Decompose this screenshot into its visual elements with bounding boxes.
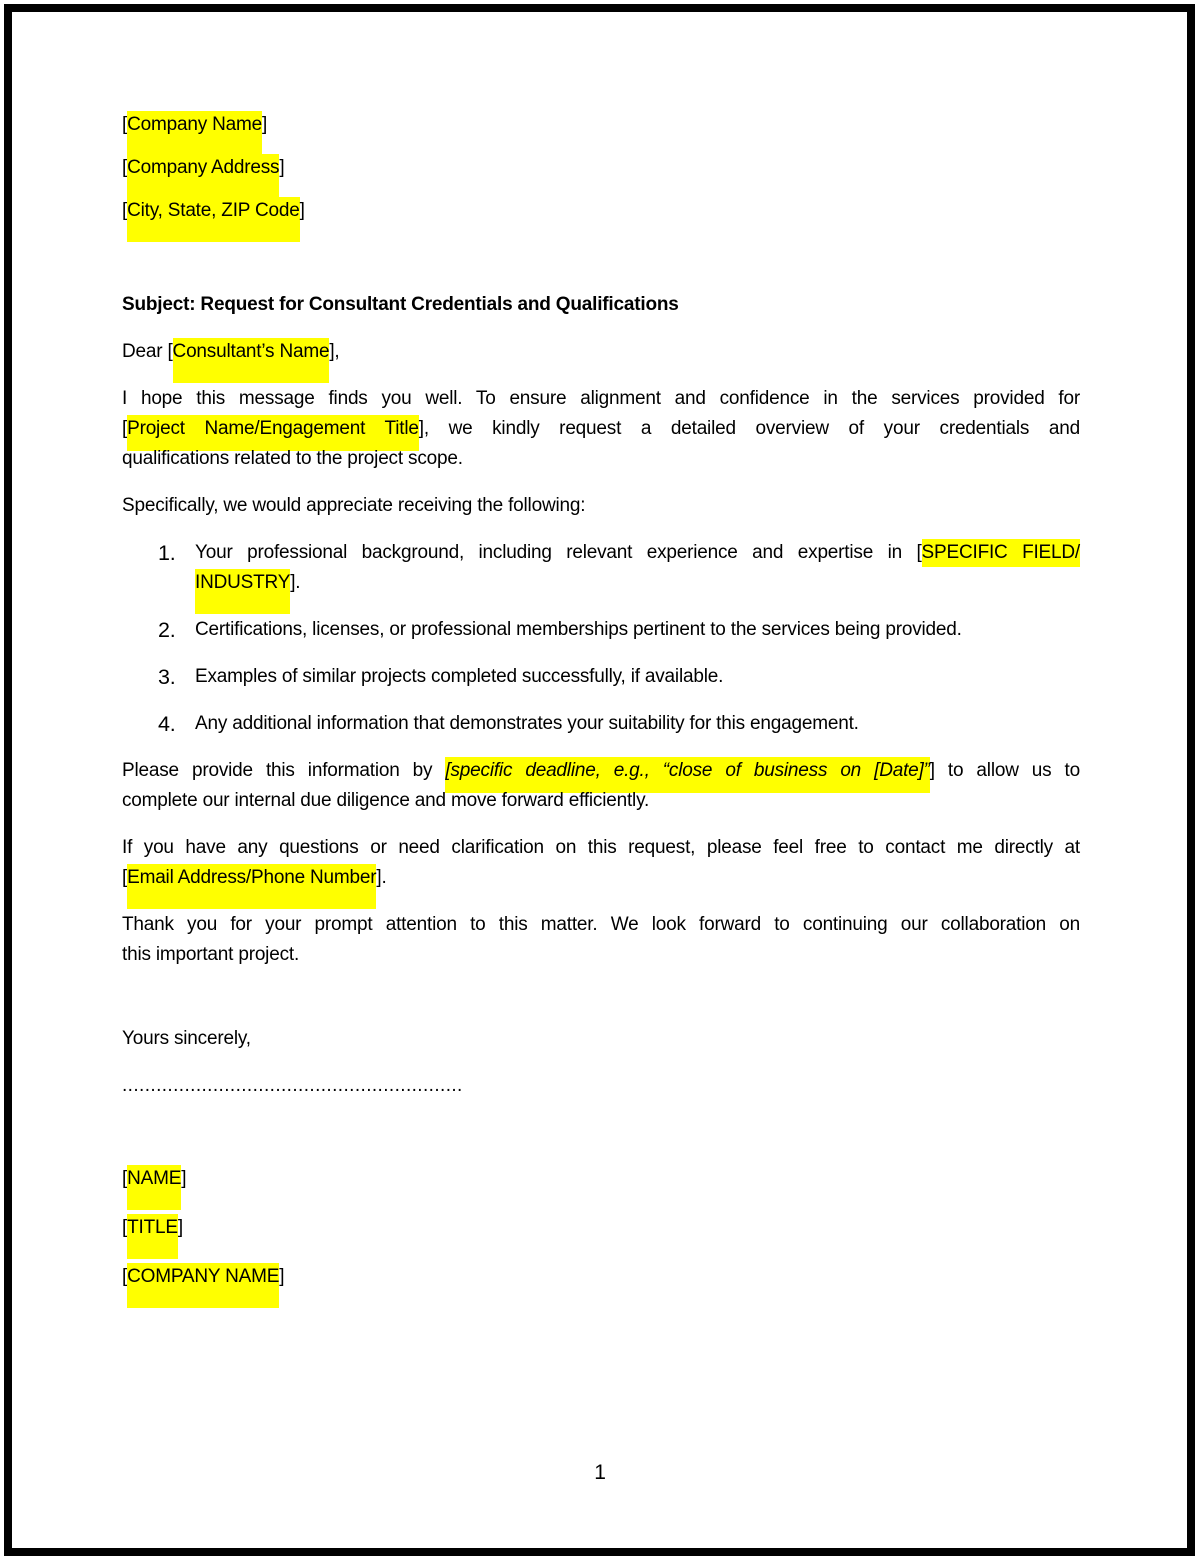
signature-dotted-line: ............................................................: [122, 1075, 463, 1096]
list-number: 3.: [158, 665, 176, 689]
text-segment: complete our internal due diligence and move forward efficiently.: [122, 790, 650, 811]
list-item-1: [122, 538, 1080, 598]
paragraph-intro-line-1: [122, 384, 1080, 414]
list-item-content: [195, 538, 1080, 598]
city-state-zip-line: [122, 196, 1080, 226]
paragraph-deadline-line-2: [122, 786, 1080, 816]
bracket-open: [: [122, 200, 128, 221]
bracket-close: ]: [299, 200, 305, 221]
bracket-open: [: [122, 418, 128, 439]
bracket-open: [: [122, 1217, 128, 1238]
text-segment: Examples of similar projects completed successfully, if available.: [195, 666, 724, 687]
list-number: 2.: [158, 618, 176, 642]
signature-title-line: [122, 1213, 1080, 1243]
signature-company-placeholder: COMPANY NAME: [127, 1263, 279, 1291]
paragraph-deadline-line-1: [122, 756, 1080, 786]
list-item-1-line-1: [195, 538, 1080, 568]
consultant-name-placeholder: Consultant’s Name: [173, 338, 330, 366]
list-item-2: [122, 615, 1080, 645]
industry-placeholder: INDUSTRY: [195, 569, 290, 597]
text-segment: Any additional information that demonstrates your suitability for this engagement.: [195, 713, 859, 734]
text-segment: this important project.: [122, 944, 300, 965]
text-segment: If you have any questions or need clarification on this request, please feel free to contact me directly at: [122, 837, 1080, 858]
bracket-open: [: [122, 114, 128, 135]
bracket-open: [: [122, 867, 128, 888]
paragraph-contact-line-1: [122, 833, 1080, 863]
list-number: 1.: [158, 541, 176, 565]
bracket-close: ]: [279, 157, 285, 178]
bracket-close: ]: [279, 1266, 285, 1287]
paragraph-specifically: Specifically, we would appreciate receiving the following:: [122, 495, 586, 516]
paragraph-thanks-line-2: [122, 940, 1080, 970]
closing-line: Yours sincerely,: [122, 1028, 251, 1049]
bracket-open: [: [122, 1266, 128, 1287]
paragraph-contact-line-2: [122, 863, 1080, 893]
text-segment: Certifications, licenses, or professional memberships pertinent to the services being provided.: [195, 619, 962, 640]
list-number: 4.: [158, 712, 176, 736]
list-item-content: [195, 709, 1080, 739]
list-item-1-line-2: [195, 568, 1080, 598]
bracket-close: ].: [290, 572, 301, 593]
page-number: 1: [594, 1461, 606, 1484]
salutation-text: Dear [: [122, 341, 173, 362]
city-state-zip-placeholder: City, State, ZIP Code: [127, 197, 300, 225]
signature-name-line: [122, 1164, 1080, 1194]
text-segment: ] to allow us to: [929, 760, 1080, 781]
specific-field-placeholder: SPECIFIC FIELD/: [922, 539, 1080, 567]
name-placeholder: NAME: [127, 1165, 181, 1193]
salutation-line: [122, 337, 1080, 367]
list-item-content: [195, 615, 1080, 645]
letter-body: [122, 110, 1080, 1311]
bracket-close: ]: [181, 1168, 187, 1189]
list-item-content: [195, 662, 1080, 692]
paragraph-intro-line-3: [122, 444, 1080, 474]
company-name-line: [122, 110, 1080, 140]
signature-company-line: [122, 1262, 1080, 1292]
text-segment: Thank you for your prompt attention to this matter. We look forward to continuing our collaboration on: [122, 914, 1080, 935]
bracket-close: ]: [261, 114, 268, 135]
bracket-close: ]: [177, 1217, 183, 1238]
paragraph-thanks-line-1: [122, 910, 1080, 940]
project-name-placeholder: Project Name/Engagement Title: [127, 415, 419, 443]
company-address-placeholder: Company Address: [127, 154, 279, 182]
company-address-line: [122, 153, 1080, 183]
deadline-placeholder: [specific deadline, e.g., “close of business on [Date]”: [445, 757, 929, 785]
text-segment: Your professional background, including relevant experience and expertise in [: [195, 542, 922, 563]
text-segment: ], we kindly request a detailed overview of your credentials and: [418, 418, 1080, 439]
list-item-4: [122, 709, 1080, 739]
bracket-close: ].: [376, 867, 387, 888]
bracket-close: ],: [329, 341, 340, 362]
email-phone-placeholder: Email Address/Phone Number: [127, 864, 376, 892]
bracket-open: [: [122, 157, 128, 178]
text-segment: I hope this message finds you well. To ensure alignment and confidence in the services provided for: [122, 388, 1080, 409]
company-name-placeholder: Company Name: [127, 111, 262, 139]
text-segment: qualifications related to the project scope.: [122, 448, 463, 469]
paragraph-intro-line-2: [122, 414, 1080, 444]
list-item-3: [122, 662, 1080, 692]
title-placeholder: TITLE: [127, 1214, 178, 1242]
bracket-open: [: [122, 1168, 128, 1189]
text-segment: Please provide this information by: [122, 760, 446, 781]
subject-line: Subject: Request for Consultant Credentials and Qualifications: [122, 294, 679, 315]
